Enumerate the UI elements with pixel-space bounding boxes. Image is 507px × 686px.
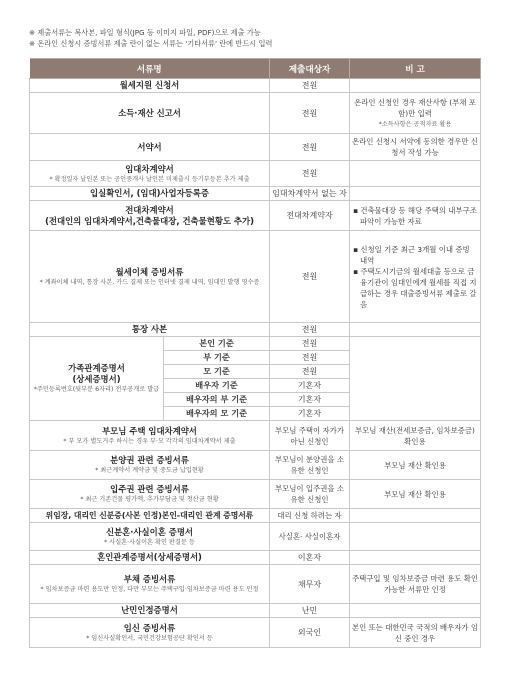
remark-cell <box>350 79 481 93</box>
table-row <box>30 480 481 509</box>
target-cell: 부모님이 입주권을 소유한 신청인 <box>270 480 350 509</box>
doc-name-cell <box>30 421 270 451</box>
table-row <box>30 618 481 648</box>
remark-cell <box>350 604 481 618</box>
doc-name-cell <box>30 201 270 231</box>
remark-cell <box>350 509 481 523</box>
doc-sub-text: * 사실혼·사실이혼 확인 판결문 등 <box>104 538 195 546</box>
doc-sub-text: * 부 모가 별도거주 하시는 경우 부·모 각각의 임대차계약서 제출 <box>63 437 236 445</box>
target-cell: 전원 <box>270 231 350 323</box>
remark-cell <box>350 201 481 231</box>
family-basis-cell: 배우자의 부 기준 <box>164 393 270 407</box>
table-row <box>30 604 481 618</box>
target-cell: 전원 <box>270 161 350 187</box>
target-cell: 기혼자 <box>270 379 350 393</box>
target-cell: 전원 <box>270 134 350 161</box>
doc-name: 신분혼·사실이혼 증명서 <box>106 526 193 537</box>
remark-bullet: ▪ 건축물대장 등 해당 주택의 내부구조 파악이 가능한 자료 <box>353 205 477 226</box>
target-cell: 부모님 주택이 자가가 아닌 신청인 <box>270 421 350 451</box>
doc-name-cell <box>30 231 270 323</box>
doc-sub-text: * 최근 기존건물 평가액, 추가부담금 및 청산금 현황 <box>80 496 219 503</box>
target-cell: 전원 <box>270 93 350 134</box>
target-cell: 기혼자 <box>270 407 350 421</box>
doc-name: 가족관계증명서 <box>68 363 125 373</box>
remark-cell <box>350 187 481 201</box>
doc-name-cell <box>30 509 270 523</box>
doc-name: 임신 증빙서류 <box>123 622 176 633</box>
target-cell: 임대차계약서 없는 자 <box>270 187 350 201</box>
doc-name: 소득·재산 신고서 <box>118 107 181 118</box>
remark-cell: 주택구입 및 임차보증금 마련 용도 확인 가능한 서류만 인정 <box>350 565 481 604</box>
doc-name: 임대차계약서 <box>125 163 174 174</box>
doc-name: 난민인정증명서 <box>121 605 178 615</box>
doc-name: 부채 증빙서류 <box>123 574 176 584</box>
target-cell: 부모님이 분양권을 소유한 신청인 <box>270 451 350 480</box>
target-cell: 기혼자 <box>270 393 350 407</box>
doc-name-cell <box>30 93 270 134</box>
header-target: 제출대상자 <box>270 59 350 79</box>
table-row <box>30 509 481 523</box>
remark-bullet: ▪ 주택도시기금의 월세대출 등으로 금융기관이 임대인에게 월세를 직접 지급하는 경우 대출증빙서류 제출로 갈음 <box>353 266 477 309</box>
target-cell: 채무자 <box>270 565 350 604</box>
doc-name-cell <box>30 451 270 480</box>
doc-name: 월세지원 신청서 <box>119 80 180 90</box>
table-row <box>30 93 481 134</box>
remark-cell <box>350 323 481 337</box>
table-row <box>30 231 481 323</box>
doc-name: 월세이체 증빙서류 <box>115 266 184 277</box>
doc-sub-text: * 확정일자 날인본 또는 공인중개사 날인본 미제출시 등기부등본 추가 제출 <box>49 175 250 183</box>
table-row <box>30 323 481 337</box>
target-cell: 전원 <box>270 337 350 351</box>
family-basis-cell: 배우자의 모 기준 <box>164 407 270 421</box>
doc-name-cell <box>30 187 270 201</box>
doc-name-detail: (전대인의 임대차계약서,건축물대장, 건축물현황도 추가) <box>45 215 254 226</box>
doc-sub-text: * 임신사실확인서, 국민건강보험공단 확인서 등 <box>86 634 213 642</box>
table-header-row <box>30 59 481 79</box>
doc-name-detail: (상세증명서) <box>72 374 121 384</box>
doc-name: 혼인관계증명서(상세증명서) <box>97 552 202 562</box>
target-cell: 전원 <box>270 365 350 379</box>
doc-name-cell <box>30 618 270 648</box>
doc-name-cell <box>30 565 270 604</box>
note-2: ※ 온라인 신청시 증빙서류 제출 란이 없는 서류는 '기타서류' 란에 반드시 입력 <box>29 39 273 48</box>
doc-name: 부모님 주택 임대차계약서 <box>102 425 197 436</box>
remark-text: 온라인 신청인 경우 재산사항 (부채 포함)만 입력 <box>354 97 476 118</box>
doc-name: 위임장, 대리인 신분증(사본 인정)본인-대리인 관계 증명서류 <box>45 511 254 520</box>
remark-cell: 부모님 재산(전세보증금, 임차보증금) 확인용 <box>350 421 481 451</box>
note-1: ※ 제출서류는 복사본, 파일 형식(JPG 등 이미지 파일, PDF)으로 제출 가능 <box>29 28 261 37</box>
remark-cell <box>350 231 481 323</box>
remark-cell <box>350 93 481 134</box>
doc-name-cell <box>30 79 270 93</box>
doc-name-cell <box>30 161 270 187</box>
header-doc: 서류명 <box>30 59 270 79</box>
table-row <box>30 451 481 480</box>
doc-sub-text: * 최근계약서 계약금 및 중도금 납입현황 <box>95 467 204 474</box>
remark-bullet: ▪ 신청일 기준 최근 3개월 이내 증빙 내역 <box>353 244 470 265</box>
table-row <box>30 187 481 201</box>
family-doc-cell <box>30 337 164 421</box>
doc-name-cell <box>30 323 270 337</box>
doc-sub-text: * 계좌이체 내역, 통장 사본, 카드 결제 또는 인터넷 결제 내역, 임대인 발행 영수증 <box>39 278 260 286</box>
family-basis-cell: 본인 기준 <box>164 337 270 351</box>
table-row <box>30 523 481 551</box>
remark-small-text: *소득사항은 공적자료 활용 <box>378 120 452 128</box>
target-cell: 이혼자 <box>270 551 350 565</box>
remark-cell: 온라인 신청시 서약에 동의한 경우만 신청서 작성 가능 <box>350 134 481 161</box>
doc-sub-text: * 임차보증금 마련 용도만 인정, 다만 부모는 주택구입·임차보증금 마련 용도 인정 <box>40 586 259 593</box>
family-basis-cell: 부 기준 <box>164 351 270 365</box>
doc-name-cell <box>30 480 270 509</box>
table-row <box>30 565 481 604</box>
table-row <box>30 551 481 565</box>
target-cell: 전원 <box>270 323 350 337</box>
doc-name-cell <box>30 551 270 565</box>
remark-cell <box>350 161 481 187</box>
doc-name-cell <box>30 134 270 161</box>
remark-cell: 부모님 재산 확인용 <box>350 480 481 509</box>
target-cell: 전원 <box>270 351 350 365</box>
target-cell: 외국인 <box>270 618 350 648</box>
remark-cell: 부모님 재산 확인용 <box>350 451 481 480</box>
table-row <box>30 134 481 161</box>
table-row <box>30 421 481 451</box>
doc-name-cell <box>30 604 270 618</box>
doc-name: 통장 사본 <box>131 324 168 334</box>
family-basis-cell: 모 기준 <box>164 365 270 379</box>
table-row <box>30 337 481 351</box>
family-basis-cell: 배우자 기준 <box>164 379 270 393</box>
remark-cell <box>350 523 481 551</box>
remark-cell <box>350 337 481 421</box>
doc-name: 서약서 <box>137 141 162 152</box>
doc-sub-text: *주민등록번호(뒷부분 6자리) 전부공개로 발급 <box>33 386 160 393</box>
doc-name: 입실확인서, (임대)사업자등록증 <box>90 188 209 198</box>
table-row <box>30 161 481 187</box>
remark-cell: 본인 또는 대한민국 국적의 배우자가 임신 중인 경우 <box>350 618 481 648</box>
remark-cell <box>350 551 481 565</box>
target-cell: 대리 신청 하려는 자 <box>270 509 350 523</box>
required-documents-table <box>29 58 481 648</box>
target-cell: 난민 <box>270 604 350 618</box>
doc-name: 전대차계약서 <box>125 204 174 215</box>
target-cell: 사실혼· 사실이혼자 <box>270 523 350 551</box>
doc-name-cell <box>30 523 270 551</box>
header-remark: 비 고 <box>350 59 481 79</box>
table-row <box>30 79 481 93</box>
doc-name: 분양권 관련 증빙서류 <box>110 455 189 465</box>
notes <box>29 27 272 49</box>
table-row <box>30 201 481 231</box>
target-cell: 전원 <box>270 79 350 93</box>
doc-name: 입주권 관련 증빙서류 <box>110 484 189 494</box>
target-cell: 전대차계약자 <box>270 201 350 231</box>
